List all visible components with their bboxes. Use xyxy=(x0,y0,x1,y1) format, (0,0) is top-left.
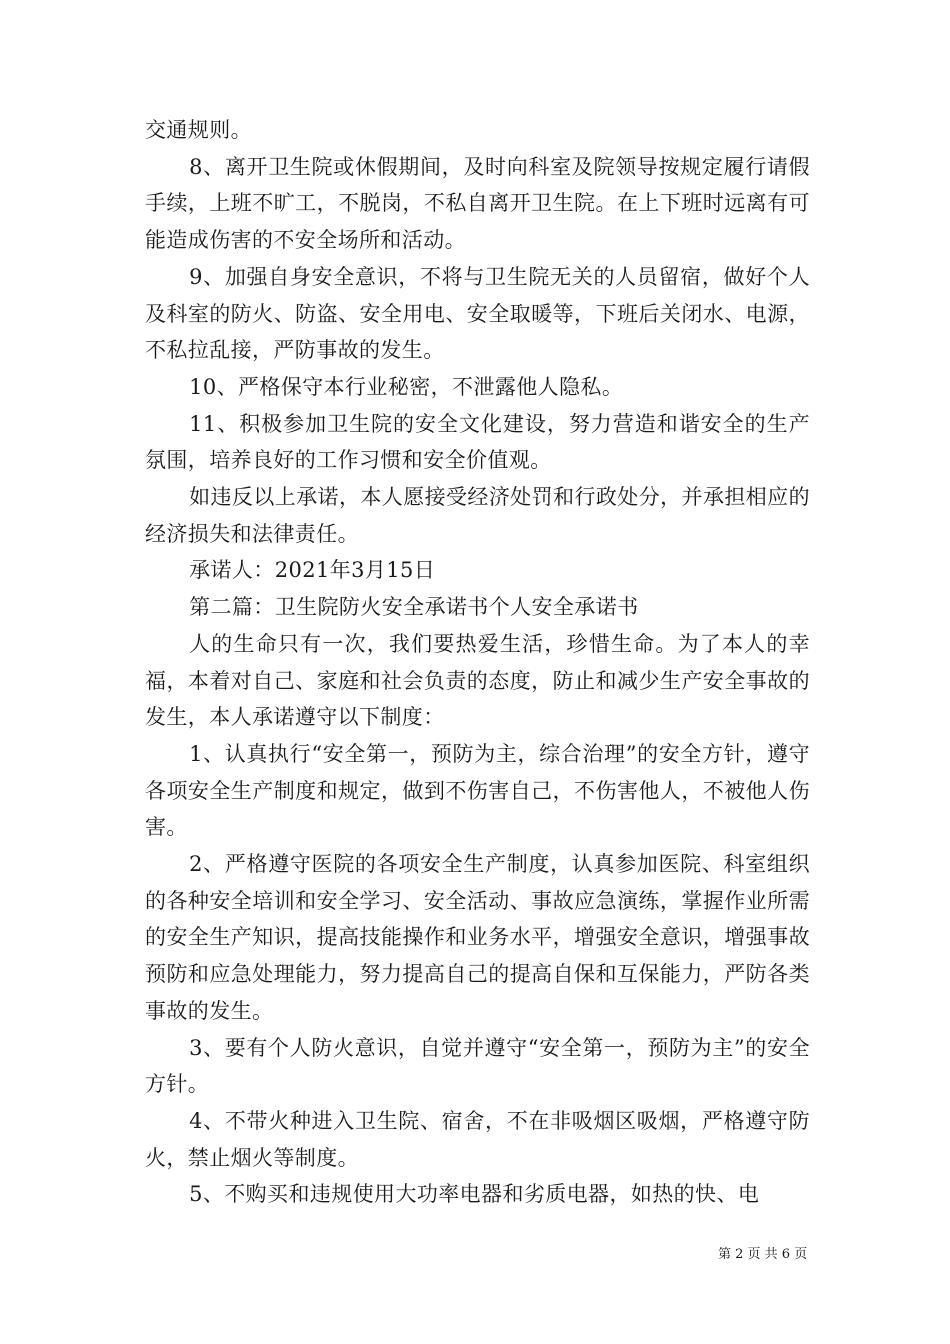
document-body xyxy=(145,112,810,1213)
paragraph-item-5: 5、不购买和违规使用大功率电器和劣质电器，如热的快、电 xyxy=(189,1182,760,1207)
paragraph-signature-date: 承诺人：2021年3月15日 xyxy=(189,558,436,583)
paragraph-item-10: 10、严格保守本行业秘密，不泄露他人隐私。 xyxy=(189,374,624,399)
paragraph-item-8: 8、离开卫生院或休假期间，及时向科室及院领导按规定履行请假手续，上班不旷工，不脱岗，不私自离开卫生院。在上下班时远离有可能造成伤害的不安全场所和活动。 xyxy=(145,154,810,253)
paragraph-item-11: 11、积极参加卫生院的安全文化建设，努力营造和谐安全的生产氛围，培养良好的工作习惯和安全价值观。 xyxy=(145,411,810,473)
paragraph-violation-clause: 如违反以上承诺，本人愿接受经济处罚和行政处分，并承担相应的经济损失和法律责任。 xyxy=(145,485,810,546)
paragraph-item-3: 3、要有个人防火意识，自觉并遵守“安全第一，预防为主”的安全方针。 xyxy=(145,1035,810,1097)
paragraph-item-1: 1、认真执行“安全第一，预防为主，综合治理”的安全方针，遵守各项安全生产制度和规定，做到不伤害自己，不伤害他人，不被他人伤害。 xyxy=(145,741,810,840)
paragraph-item-9: 9、加强自身安全意识，不将与卫生院无关的人员留宿，做好个人及科室的防火、防盗、安全用电、安全取暖等，下班后关闭水、电源，不私拉乱接，严防事故的发生。 xyxy=(145,264,810,363)
paragraph-item-4: 4、不带火种进入卫生院、宿舍，不在非吸烟区吸烟，严格遵守防火，禁止烟火等制度。 xyxy=(145,1108,810,1170)
page-number-footer: 第 2 页 共 6 页 xyxy=(718,1247,808,1262)
paragraph-item-2: 2、严格遵守医院的各项安全生产制度，认真参加医院、科室组织的各种安全培训和安全学习、安全活动、事故应急演练，掌握作业所需的安全生产知识，提高技能操作和业务水平，增强安全意识，增强事故预防和应急处理能力，努力提高自己的提高自保和互保能力，严防各类事故的发生。 xyxy=(145,852,810,1023)
section-heading-part-two: 第二篇：卫生院防火安全承诺书个人安全承诺书 xyxy=(189,595,639,620)
paragraph-continuation: 交通规则。 xyxy=(145,118,252,142)
paragraph-intro: 人的生命只有一次，我们要热爱生活，珍惜生命。为了本人的幸福，本着对自己、家庭和社会负责的态度，防止和减少生产安全事故的发生，本人承诺遵守以下制度： xyxy=(145,631,810,730)
